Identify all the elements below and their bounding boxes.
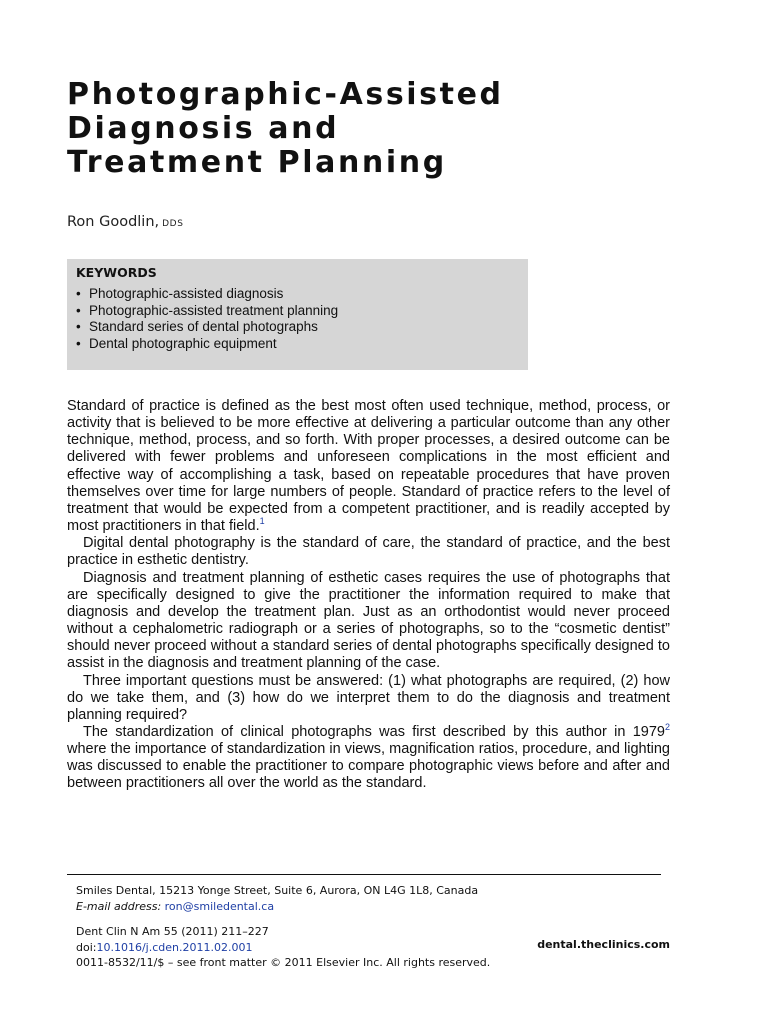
paragraph-text: Standard of practice is defined as the best most often used technique, method, process, or activity that is believed to be more effective at delivering a particular outcome than any other technique, method, process, and so forth. With proper processes, a desired outcome can be delivered with fewer problems and unforeseen complications in the most efficient and effective way of accomplishing a task, based on repeatable procedures that have proven themselves over time for large numbers of people. Standard of practice refers to the level of treatment that would be expected from a competent practitioner, and is readily accepted by most practitioners in that field. <box>67 398 670 535</box>
body-paragraph <box>67 673 670 724</box>
keyword-text: Standard series of dental photographs <box>89 319 318 335</box>
keywords-list <box>76 286 518 352</box>
paragraph-text: Digital dental photography is the standard of care, the standard of practice, and the best practice in esthetic dentistry. <box>67 535 670 569</box>
title-line: Diagnosis and <box>67 111 340 146</box>
doi-link[interactable]: 10.1016/j.cden.2011.02.001 <box>96 940 253 954</box>
author-name: Ron Goodlin, <box>67 214 160 230</box>
paragraph-text: Diagnosis and treatment planning of esthetic cases requires the use of photographs that are specifically designed to give the practitioner the information required to make that diagnosis and develop the treatment plan. Just as an orthodontist would never proceed without a cephalometric radiograph or a series of photographs, so to the “cosmetic dentist” should never proceed without a standard series of dental photographs specifically designed to assist in the diagnosis and treatment planning of the case. <box>67 569 670 672</box>
bullet-icon: • <box>76 335 81 351</box>
bullet-icon: • <box>76 302 81 318</box>
body-paragraph <box>67 570 670 673</box>
footer <box>76 883 670 971</box>
keyword-item <box>76 303 518 320</box>
email-link[interactable]: ron@smiledental.ca <box>164 899 275 913</box>
footer-divider <box>67 874 661 875</box>
body-paragraph <box>67 535 670 569</box>
bullet-icon: • <box>76 286 81 301</box>
body-paragraph <box>67 724 670 793</box>
email-line <box>76 899 670 915</box>
keywords-heading: KEYWORDS <box>76 265 157 280</box>
affiliation: Smiles Dental, 15213 Yonge Street, Suite 6, Aurora, ON L4G 1L8, Canada <box>76 884 479 897</box>
keywords-box <box>67 259 528 370</box>
reference-link[interactable]: 2 <box>664 722 670 733</box>
body-paragraph <box>67 398 670 535</box>
keyword-item <box>76 319 518 336</box>
doi-label: doi: <box>76 940 97 954</box>
author-degree: DDS <box>162 219 184 229</box>
keyword-text: Dental photographic equipment <box>89 335 277 351</box>
keyword-text: Photographic-assisted diagnosis <box>89 286 284 301</box>
paragraph-text: where the importance of standardization in views, magnification ratios, procedure, and lighting was discussed to enable the practitioner to compare photographic views before and after and between practitioners all over the world as the standard. <box>67 741 670 792</box>
title-line: Photographic-Assisted <box>67 77 504 112</box>
citation: Dent Clin N Am 55 (2011) 211–227 <box>76 925 269 938</box>
title-line: Treatment Planning <box>67 145 447 180</box>
keyword-item <box>76 286 518 303</box>
keyword-item <box>76 336 518 353</box>
reference-link[interactable]: 1 <box>259 516 265 527</box>
article-title <box>67 78 687 180</box>
copyright: 0011-8532/11/$ – see front matter © 2011 Elsevier Inc. All rights reserved. <box>76 956 491 969</box>
bullet-icon: • <box>76 319 81 335</box>
email-label: E-mail address: <box>76 899 162 913</box>
author-line <box>67 214 184 230</box>
keyword-text: Photographic-assisted treatment planning <box>89 302 339 318</box>
journal-site-link[interactable]: dental.theclinics.com <box>537 938 670 951</box>
article-body <box>67 398 670 793</box>
paragraph-text: Three important questions must be answered: (1) what photographs are required, (2) how do we take them, and (3) how do we interpret them to do the diagnosis and treatment planning required? <box>67 672 670 723</box>
paragraph-text: The standardization of clinical photographs was first described by this author in 1979 <box>83 723 665 740</box>
